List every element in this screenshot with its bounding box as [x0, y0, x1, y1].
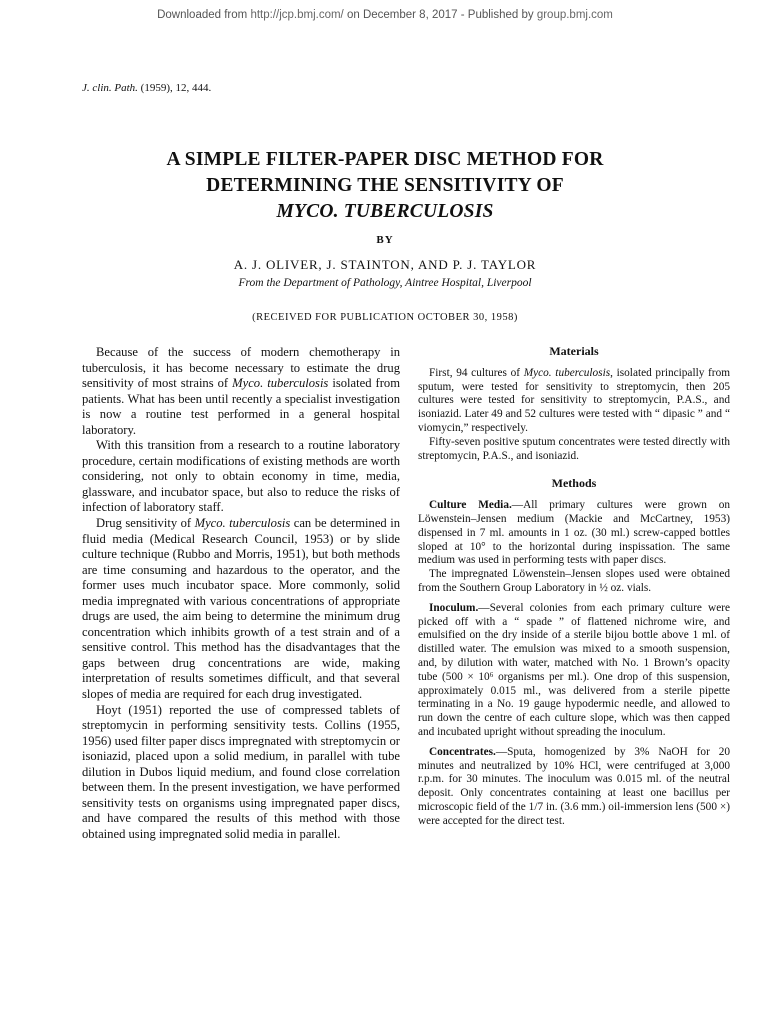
download-banner [0, 9, 770, 21]
journal-citation [82, 82, 211, 94]
title-line-3: MYCO. TUBERCULOSIS [276, 201, 494, 222]
culture-media-label: Culture Media. [429, 499, 512, 512]
intro-paragraph-1: Because of the success of modern chemotherapy in tuberculosis, it has become necessary to estimate the drug sensitivity of most strains of Myco. tuberculosis isolated from patients. What has been until recently a specialist investigation is now a routine test performed in a general hospital laboratory. [82, 345, 400, 437]
intro-paragraph-4: Hoyt (1951) reported the use of compressed tablets of streptomycin in performing sensitivity tests. Collins (1955, 1956) used filter paper discs impregnated with streptomycin or isoniazid, placed upon a solid medium, in parallel with tube dilution in Dubos liquid medium, and found close correlation between them. In the present investigation, we have performed sensitivity tests on organisms using impregnated paper discs, and have compared the results of this method with those obtained using impregnated solid media in parallel. [82, 702, 400, 841]
intro-paragraph-2: With this transition from a research to a routine laboratory procedure, certain modifications of existing methods are worth considering, not only to obtain economy in time, media, glassware, and incubator space, but also to reduce the risks of infection of laboratory staff. [82, 438, 400, 515]
publisher-link[interactable]: group.bmj.com [536, 9, 613, 21]
concentrates-text: —Sputa, homogenized by 3% NaOH for 20 minutes and neutralized by 10% HCl, were centrifuged at 3,000 r.p.m. for 30 minutes. The inoculum was 0.015 ml. of the neutral deposit. Only concentrates containing at least one bacillus per microscopic field of the 1/7 in. (3.6 mm.) oil-immersion lens (500 ×) were accepted for the direct test. [418, 745, 730, 827]
citation-details: (1959), 12, 444. [140, 82, 212, 94]
materials-heading: Materials [549, 344, 599, 358]
title-line-2: DETERMINING THE SENSITIVITY OF [206, 175, 564, 196]
authors: A. J. OLIVER, J. STAINTON, AND P. J. TAYLOR [233, 257, 537, 272]
article-title [60, 147, 710, 225]
culture-media-text: —All primary cultures were grown on Löwenstein–Jensen medium (Mackie and McCartney, 1953) dispensed in 7 ml. amounts in 1 oz. (30 ml.) screw-capped bottles sloped at 10° to the horizontal during inspissation. The same medium was used in performing tests with paper discs. [418, 499, 730, 567]
materials-paragraph-1: First, 94 cultures of Myco. tuberculosis, isolated principally from sputum, were tested for sensitivity to streptomycin, then 205 cultures were tested for sensitivity to streptomycin, P.A.S., and isoniazid. Later 49 and 52 cultures were tested with “ dipasic ” and “ viomycin,” respectively. [418, 366, 731, 434]
banner-middle: on December 8, 2017 - Published by [346, 9, 534, 21]
journal-site-link[interactable]: http://jcp.bmj.com/ [250, 9, 344, 21]
inoculum-text: —Several colonies from each primary culture were picked off with a “ spade ” of flattened nichrome wire, and emulsified on the dry inside of a sterile bijou bottle above 1 ml. of distilled water. The emulsion was mixed to a smooth suspension, and, by dilution with water, matched with No. 1 Brown’s opacity tube (500 × 10⁶ organisms per ml.). One drop of this suspension, approximately 0.015 ml., was delivered from a sterile pipette terminating in a No. 19 gauge hypodermic needle, and allowed to run down the centre of each culture slope, which was then capped and incubated upright without spreading the inoculum. [418, 601, 730, 738]
intro-paragraph-3: Drug sensitivity of Myco. tuberculosis can be determined in fluid media (Medical Research Council, 1953) or by slide culture technique (Rubbo and Morris, 1951), but both methods are time consuming and hazardous to the operator, and the former uses much incubator space. More commonly, solid media impregnated with various concentrations of appropriate drugs are used, the aim being to determine the minimum drug concentration which inhibits growth of a test strain and of a sensitive control. This method has the disadvantages that the gaps between drug concentrations are wide, making interpretation of results sometimes difficult, and that several slopes of media are required for each drug investigated. [82, 516, 400, 702]
title-line-1: A SIMPLE FILTER-PAPER DISC METHOD FOR [166, 149, 604, 170]
byline: BY [376, 234, 394, 246]
culture-media-paragraph-2: The impregnated Löwenstein–Jensen slopes used were obtained from the Southern Group Laboratory in ½ oz. vials. [418, 568, 730, 594]
banner-prefix: Downloaded from [157, 9, 248, 21]
materials-paragraph-2: Fifty-seven positive sputum concentrates were tested directly with streptomycin, P.A.S., and isoniazid. [418, 435, 730, 462]
affiliation: From the Department of Pathology, Aintree Hospital, Liverpool [238, 277, 532, 289]
inoculum-paragraph [418, 602, 730, 740]
right-column [418, 345, 730, 829]
journal-name: J. clin. Path. [82, 82, 138, 94]
inoculum-label: Inoculum. [429, 601, 479, 614]
received-date: (RECEIVED FOR PUBLICATION OCTOBER 30, 1958) [252, 312, 518, 323]
concentrates-paragraph [418, 746, 730, 829]
culture-media-paragraph [418, 499, 730, 568]
concentrates-label: Concentrates. [429, 745, 496, 758]
left-column [82, 345, 400, 843]
methods-heading: Methods [551, 476, 597, 491]
